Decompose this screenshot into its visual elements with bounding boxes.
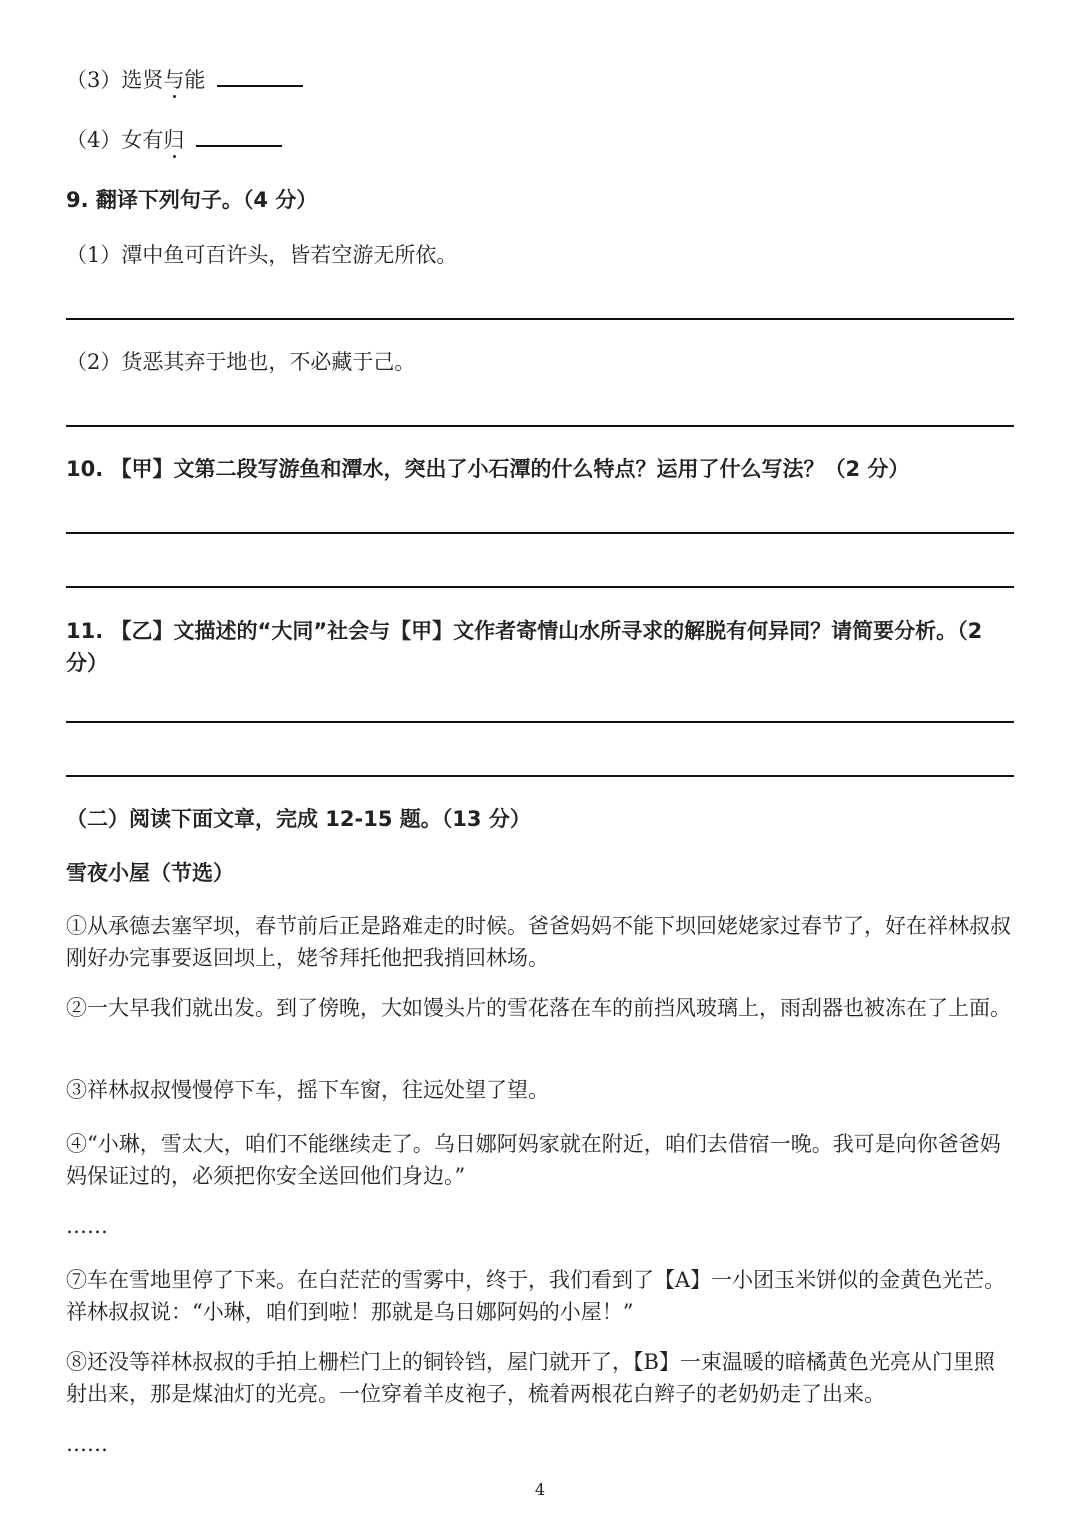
paragraph-2: ②一大早我们就出发。到了傍晚，大如馒头片的雪花落在车的前挡风玻璃上，雨刮器也被冻在了上面。 <box>66 996 1011 1020</box>
q9-sentence-1: （1）潭中鱼可百许头，皆若空游无所依。 <box>66 243 458 267</box>
q10-heading: 10. 【甲】文第二段写游鱼和潭水，突出了小石潭的什么特点？运用了什么写法？（2 分） <box>66 457 910 481</box>
q8-item-4 <box>66 124 282 156</box>
q8-item-3 <box>66 64 303 96</box>
dotted-char: 与 <box>163 68 185 92</box>
ellipsis: …… <box>66 1214 108 1238</box>
dotted-char: 归 <box>163 128 185 152</box>
paragraph-7: ⑦车在雪地里停了下来。在白茫茫的雪雾中，终于，我们看到了【A】一小团玉米饼似的金黄色光芒。祥林叔叔说：“小琳，咱们到啦！那就是乌日娜阿妈的小屋！” <box>66 1268 1006 1324</box>
answer-line[interactable] <box>66 532 1014 534</box>
item-text: （4）女有 <box>66 128 164 152</box>
item-text: （3）选贤 <box>66 68 164 92</box>
paragraph-3: ③祥林叔叔慢慢停下车，摇下车窗，往远处望了望。 <box>66 1078 549 1102</box>
q9-heading: 9. 翻译下列句子。（4 分） <box>66 188 318 212</box>
ellipsis: …… <box>66 1432 108 1456</box>
answer-line[interactable] <box>66 775 1014 777</box>
answer-line[interactable] <box>66 586 1014 588</box>
q11-heading: 11. 【乙】文描述的“大同”社会与【甲】文作者寄情山水所寻求的解脱有何异同？请简要分析。（2 分） <box>66 619 983 675</box>
answer-blank[interactable] <box>196 144 282 147</box>
answer-line[interactable] <box>66 425 1014 427</box>
article-title: 雪夜小屋（节选） <box>66 861 234 885</box>
paragraph-4: ④“小琳，雪太大，咱们不能继续走了。乌日娜阿妈家就在附近，咱们去借宿一晚。我可是向你爸爸妈妈保证过的，必须把你安全送回他们身边。” <box>66 1132 1001 1188</box>
q9-sentence-2: （2）货恶其弃于地也，不必藏于己。 <box>66 350 416 374</box>
section-2-heading: （二）阅读下面文章，完成 12-15 题。（13 分） <box>66 807 531 831</box>
answer-line[interactable] <box>66 721 1014 723</box>
answer-line[interactable] <box>66 318 1014 320</box>
answer-blank[interactable] <box>217 84 303 87</box>
paragraph-8: ⑧还没等祥林叔叔的手拍上栅栏门上的铜铃铛，屋门就开了，【B】一束温暖的暗橘黄色光亮从门里照射出来，那是煤油灯的光亮。一位穿着羊皮袍子，梳着两根花白辫子的老奶奶走了出来。 <box>66 1350 995 1406</box>
page-number: 4 <box>534 1480 546 1499</box>
paragraph-1: ①从承德去塞罕坝，春节前后正是路难走的时候。爸爸妈妈不能下坝回姥姥家过春节了，好在祥林叔叔刚好办完事要返回坝上，姥爷拜托他把我捎回林场。 <box>66 914 1011 970</box>
item-text: 能 <box>184 68 206 92</box>
